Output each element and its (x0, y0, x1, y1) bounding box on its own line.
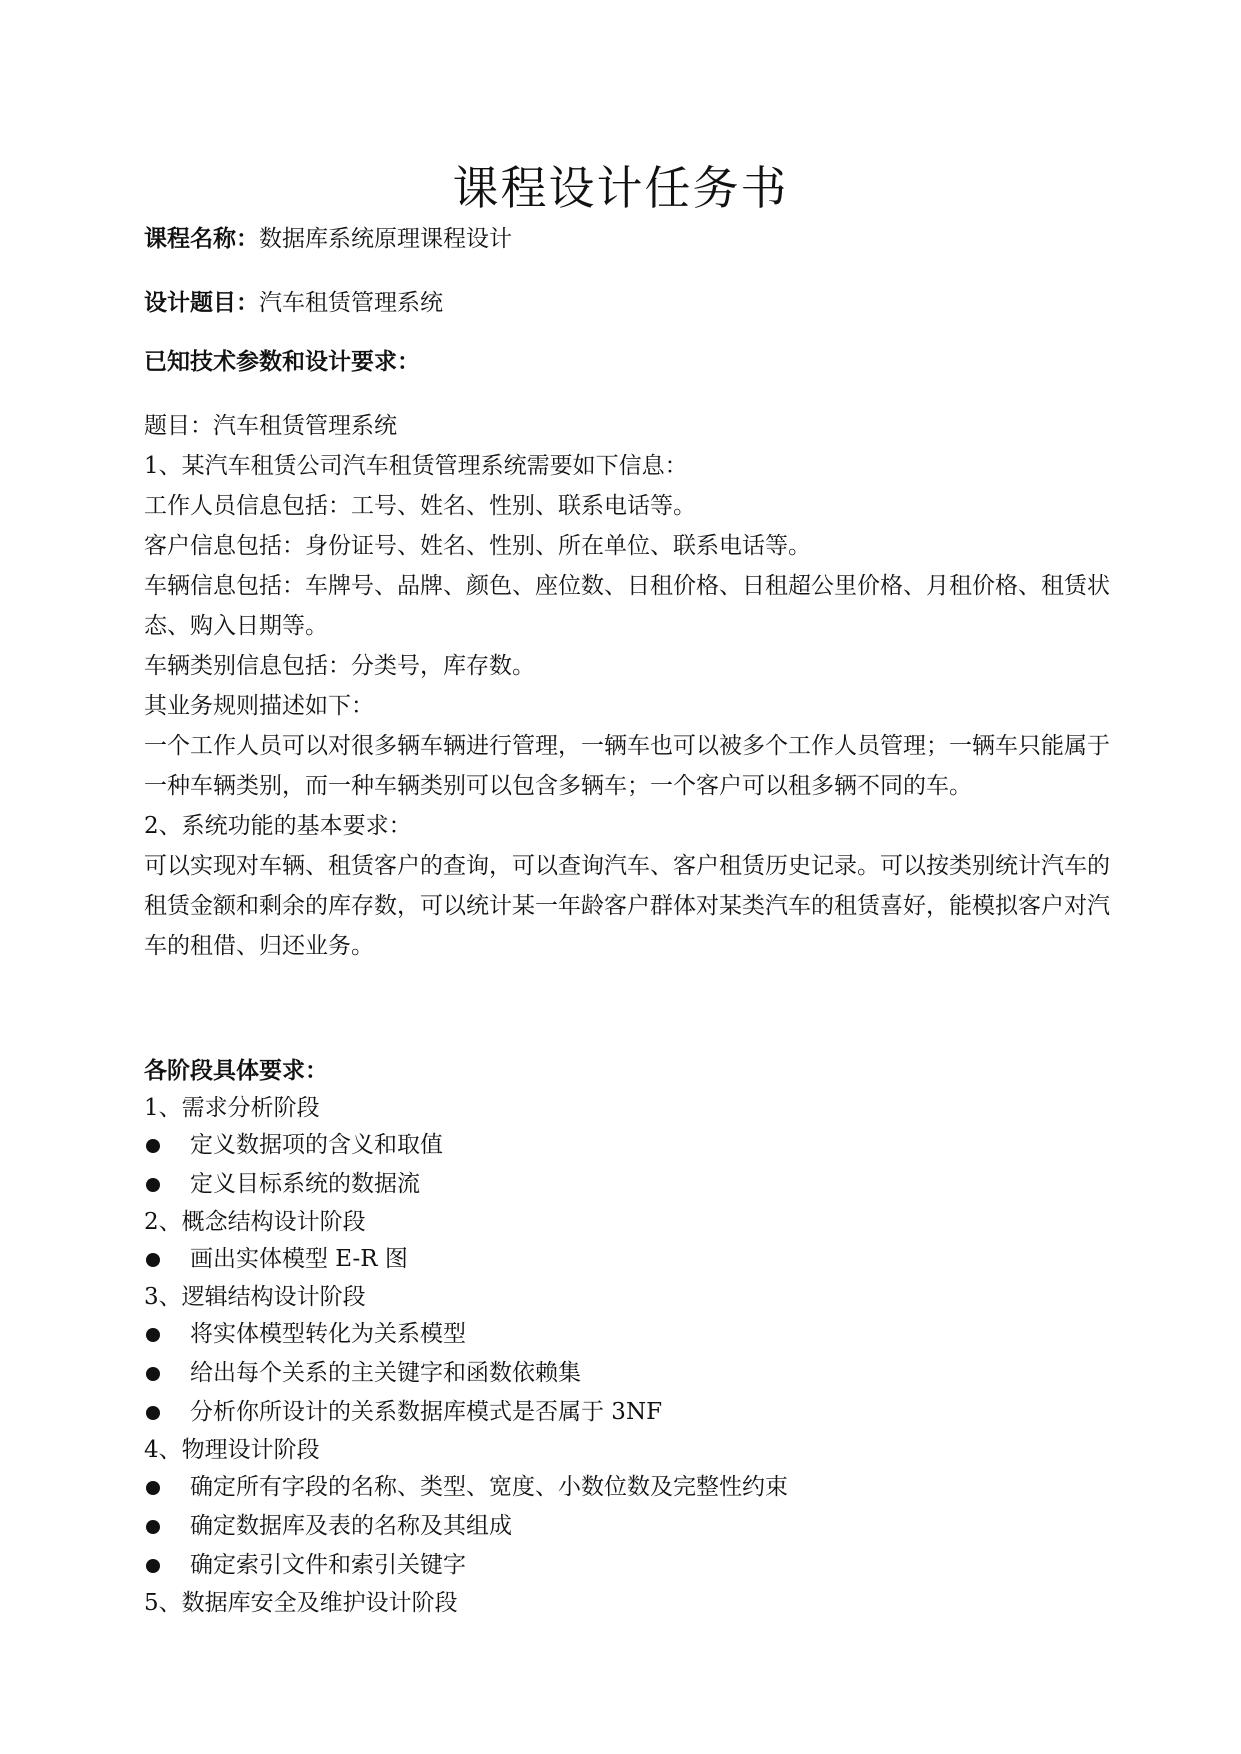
list-item: 给出每个关系的主关键字和函数依赖集 (144, 1354, 1104, 1393)
paragraph: 可以实现对车辆、租赁客户的查询，可以查询汽车、客户租赁历史记录。可以按类别统计汽车的租赁金额和剩余的库存数，可以统计某一年龄客户群体对某类汽车的租赁喜好，能模拟客户对汽车的租借、归还业务。 (144, 853, 1110, 959)
bullet-dot-icon (146, 1559, 160, 1573)
course-name-field (144, 220, 512, 253)
stage-title: 5、数据库安全及维护设计阶段 (144, 1590, 458, 1616)
bullet-dot-icon (146, 1520, 160, 1534)
paragraph: 其业务规则描述如下： (144, 693, 374, 719)
bullet-dot-icon (146, 1178, 160, 1192)
design-topic-label: 设计题目： (144, 290, 259, 316)
list-item: 确定所有字段的名称、类型、宽度、小数位数及完整性约束 (144, 1468, 1104, 1507)
list-item: 定义目标系统的数据流 (144, 1165, 1104, 1204)
bullet-dot-icon (146, 1367, 160, 1381)
paragraph: 车辆类别信息包括：分类号，库存数。 (144, 653, 535, 679)
stages-list (144, 1090, 1104, 1621)
paragraph: 题目：汽车租赁管理系统 (144, 413, 397, 439)
stage-title: 3、逻辑结构设计阶段 (144, 1284, 366, 1310)
bullet-dot-icon (146, 1328, 160, 1342)
paragraph: 1、某汽车租赁公司汽车租赁管理系统需要如下信息： (144, 453, 688, 479)
paragraph: 2、系统功能的基本要求： (144, 813, 412, 839)
bullet-dot-icon (146, 1139, 160, 1153)
stage-title: 2、概念结构设计阶段 (144, 1209, 366, 1235)
list-item: 定义数据项的含义和取值 (144, 1126, 1104, 1165)
bullet-dot-icon (146, 1481, 160, 1495)
stage-title: 4、物理设计阶段 (144, 1437, 320, 1463)
bullet-dot-icon (146, 1406, 160, 1420)
list-item: 将实体模型转化为关系模型 (144, 1315, 1104, 1354)
stage-title: 1、需求分析阶段 (144, 1095, 320, 1121)
document-title: 课程设计任务书 (452, 161, 789, 215)
list-item: 分析你所设计的关系数据库模式是否属于 3NF (144, 1393, 1104, 1432)
paragraph: 工作人员信息包括：工号、姓名、性别、联系电话等。 (144, 493, 696, 519)
list-item: 确定数据库及表的名称及其组成 (144, 1507, 1104, 1546)
bullet-dot-icon (146, 1253, 160, 1267)
design-topic-field (144, 284, 443, 317)
paragraph: 车辆信息包括：车牌号、品牌、颜色、座位数、日租价格、日租超公里价格、月租价格、租赁状态、购入日期等。 (144, 573, 1110, 639)
requirements-body (144, 406, 1114, 966)
paragraph: 客户信息包括：身份证号、姓名、性别、所在单位、联系电话等。 (144, 533, 811, 559)
list-item: 确定索引文件和索引关键字 (144, 1546, 1104, 1585)
known-params-heading: 已知技术参数和设计要求： (144, 349, 420, 375)
paragraph: 一个工作人员可以对很多辆车辆进行管理，一辆车也可以被多个工作人员管理；一辆车只能属于一种车辆类别，而一种车辆类别可以包含多辆车；一个客户可以租多辆不同的车。 (144, 733, 1110, 799)
course-name-label: 课程名称： (144, 226, 259, 252)
design-topic-value: 汽车租赁管理系统 (259, 290, 443, 316)
course-name-value: 数据库系统原理课程设计 (259, 226, 512, 252)
list-item: 画出实体模型 E-R 图 (144, 1240, 1104, 1279)
stages-heading: 各阶段具体要求： (144, 1058, 328, 1084)
